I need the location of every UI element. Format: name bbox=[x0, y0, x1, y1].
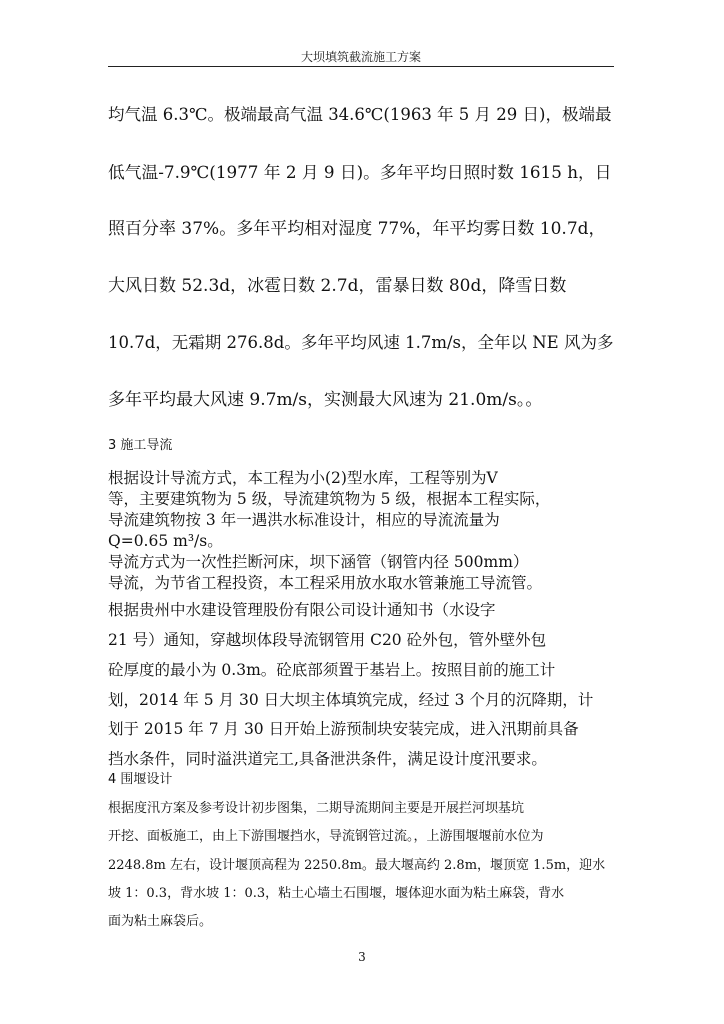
header-rule bbox=[108, 66, 614, 67]
body-line: Q=0.65 m³/s。 bbox=[108, 532, 223, 550]
body-line: 导流建筑物按 3 年一遇洪水标准设计，相应的导流流量为 bbox=[108, 511, 500, 529]
body-line: 坡 1：0.3，背水坡 1：0.3，粘土心墙土石围堰，堰体迎水面为粘土麻袋，背水 bbox=[108, 886, 565, 901]
body-line: 照百分率 37%。多年平均相对湿度 77%，年平均雾日数 10.7d， bbox=[108, 219, 606, 239]
body-line: 等，主要建筑物为 5 级，导流建筑物为 5 级，根据本工程实际， bbox=[108, 490, 551, 508]
body-line: 21 号）通知，穿越坝体段导流钢管用 C20 砼外包，管外壁外包 bbox=[108, 631, 547, 649]
body-line: 划于 2015 年 7 月 30 日开始上游预制块安装完成，进入汛期前具备 bbox=[108, 720, 579, 738]
body-line: 砼厚度的最小为 0.3m。砼底部须置于基岩上。按照目前的施工计 bbox=[108, 661, 556, 679]
body-line: 开挖、面板施工，由上下游围堰挡水，导流钢管过流。，上游围堰堰前水位为 bbox=[108, 829, 544, 844]
body-line: 2248.8m 左右，设计堰顶高程为 2250.8m。最大堰高约 2.8m，堰顶宽 1.5m，迎水 bbox=[108, 858, 606, 873]
body-line: 导流方式为一次性拦断河床，坝下涵管（钢管内径 500mm） bbox=[108, 553, 529, 571]
body-line: 多年平均最大风速 9.7m/s，实测最大风速为 21.0m/s。。 bbox=[108, 390, 543, 410]
body-line: 低气温-7.9℃(1977 年 2 月 9 日)。多年平均日照时数 1615 h，日 bbox=[108, 162, 612, 182]
body-line: 根据度汛方案及参考设计初步图集，二期导流期间主要是开展拦河坝基坑 bbox=[108, 801, 525, 816]
body-line: 均气温 6.3℃。极端最高气温 34.6℃(1963 年 5 月 29 日)，极端最 bbox=[108, 105, 612, 124]
body-line: 根据贵州中水建设管理股份有限公司设计通知书（水设字 bbox=[108, 601, 496, 619]
section-heading: 4 围堰设计 bbox=[108, 772, 173, 787]
body-line: 10.7d，无霜期 276.8d。多年平均风速 1.7m/s，全年以 NE 风为多 bbox=[108, 333, 614, 352]
page-number: 3 bbox=[358, 950, 366, 964]
body-line: 划，2014 年 5 月 30 日大坝主体填筑完成，经过 3 个月的沉降期，计 bbox=[108, 691, 594, 709]
body-line: 挡水条件，同时溢洪道完工,具备泄洪条件，满足设计度汛要求。 bbox=[108, 750, 547, 768]
body-line: 面为粘土麻袋后。 bbox=[108, 914, 213, 929]
running-header: 大坝填筑截流施工方案 bbox=[300, 50, 421, 64]
body-line: 导流，为节省工程投资，本工程采用放水取水管兼施工导流管。 bbox=[108, 574, 543, 592]
body-line: 根据设计导流方式，本工程为小(2)型水库，工程等别为Ⅴ bbox=[108, 469, 498, 487]
body-line: 大风日数 52.3d，冰雹日数 2.7d，雷暴日数 80d，降雪日数 bbox=[108, 276, 567, 296]
section-heading: 3 施工导流 bbox=[108, 438, 173, 453]
